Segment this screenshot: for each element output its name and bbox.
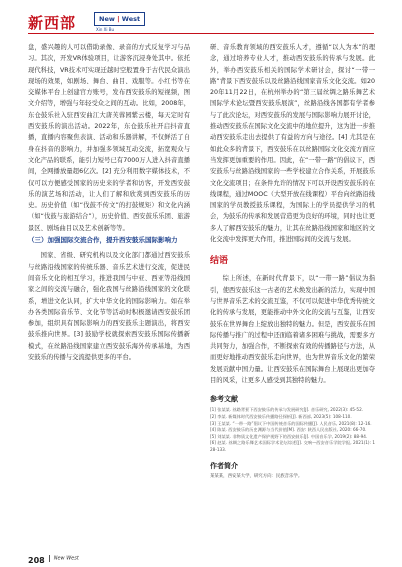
references-title: 参考文献 [210, 395, 238, 404]
left-column [28, 42, 190, 363]
journal-header [28, 10, 374, 32]
page-footer [28, 548, 79, 565]
logo-en-word-b: West [121, 15, 141, 23]
body-paragraph: 盘，盛兴趣的人可以借助录像、录音的方式反复学习与品习。其次，开发VR体验项目，让游客沉浸身处其中。依托现代科技，VR技术可实现迁越时空般置身于古代民众演出现场的效果，如剧场、舞台、曲目、戏服等。小红书等在交媒体平台上创建官方账号，发布西安鼓乐的短视频，图文介绍等，增强与年轻受众之间的互动。比如，2008年，东仓鼓乐社入驻西安曲江大唐芙蓉园紫云楼，每天定时有西安鼓乐的演出活动。2022年，东仓鼓乐社开启抖音直播，直播内容聚焦表演、活动和乐器讲解，不仅鲜活了自身在抖音的影响力，并加强多领域互动交流，拓宽观众与文化产品的联系，能引力短号已有7000万人进入抖音直播间，全网播放量超6亿次。[2] 充分利用数字媒体技术，不仅可以方便感受国家的历史来的学者和访客，开发西安鼓乐的演艺场和活动，让人们了解和欣赏到西安鼓乐的历史。历史价值（如“伐鼓不传文”的打鼓规矩）和文化内涵（如“伐鼓与旅游结合”），历史价值、西安鼓乐乐团、旅游景区、剧场曲目以及艺术创新等等。 [28, 44, 190, 232]
journal-logo-en [94, 12, 145, 26]
reference-item: [3] 王某某. “一带一路”倡议下中国传统音乐的国际传播[J]. 人民音乐, 2021(8): 12-16. [210, 420, 372, 426]
reference-item: [4] 陈某. 西安鼓乐的历史渊源与当代价值[M]. 西安: 陕西人民出版社, 2020: 66-70. [210, 427, 367, 433]
right-column [210, 42, 375, 481]
magazine-name: New West [53, 555, 79, 562]
reference-item: [2] 李某. 新媒体时代西安鼓乐传播路径探析[J]. 新西部, 2023(5): 108-110. [210, 413, 352, 419]
body-paragraph: 综上所述，在新时代背景下，以“一带一路”倡议为指引，使西安鼓乐这一古老的艺术焕发出新的活力，实现中国与世界音乐艺术的交流互鉴，不仅可以促进中华优秀传统文化的传承与发展，更能推动中外文化的交流与互鉴，让西安鼓乐在世界舞台上绽放出独特的魅力。但是，西安鼓乐在国际传播与推广的过程中还面临着诸多困难与挑战，需要多方共同努力，加强合作，不断探索有效的传播路径与方法，从而更好地推动西安鼓乐走向世界，也为世界音乐文化的繁荣发展贡献中国力量。让西安鼓乐在国际舞台上展现出更加夺目的风采，让更多人感受到其独特的魅力。 [210, 275, 375, 385]
logo-en-divider: | [117, 15, 120, 23]
section-title-conclusion: 结语 [210, 256, 229, 267]
reference-item: [6] 赵某. 丝绸之路乐舞艺术国际学术论坛综述[J]. 交响—西安音乐学院学报, 2021(1): 128-133. [210, 440, 375, 452]
author-info-text: 某某某，西安某大学，研究方向：民族音乐学。 [210, 474, 303, 480]
journal-logo-cn: 新西部 [28, 14, 77, 32]
body-paragraph: 研、音乐教育领域的西安鼓乐人才，遵循“以人为本”的理念，通过培养专业人才，推动西安鼓乐的传承与发展。此外，举办西安鼓乐相关的国际学术研讨会，探讨“一带一路”背景下西安鼓乐以及丝路沿线国家音乐文化交流。如2020年11月22日，在杭州举办的“第三届丝绸之路乐舞艺术国际学术论坛暨西安鼓乐展演”，丝路沿线各国都有学者参与了此次论坛，对西安鼓乐的发展与国际影响力展开讨论，推动西安鼓乐在国际文化交流中的地位提升，这为进一步推动西安鼓乐走出去提供了有益的方向与途径。[4] 尤其是在如此众多的背景下，西安鼓乐在以丝路国际文化交流方面应当发挥更加重要的作用。因此，在“一带一路”的倡议下，西安鼓乐与丝路沿线国家的一些学校建立合作关系，开展鼓乐文化交流项目；在条件允许的情况下可以开设西安鼓乐的在线课程，通过MOOC（大型开放在线课程）平台向丝路沿线国家的学员教授鼓乐课程，为国际上的学员提供学习的机会，为鼓乐的传承和发展营造更为良好的环境，同时也让更多人了解西安鼓乐的魅力，让其在丝路沿线国家和地区的文化交流中发挥更大作用，推进国际间的交流与发展。 [210, 44, 375, 244]
sub-heading: （三）加强国际交流合作，提升西安鼓乐国际影响力 [28, 236, 178, 245]
journal-logo-sub: Xin Xi Bu [96, 27, 115, 32]
body-paragraph: 国家、省级、研究机构以及文化部门都通过西安鼓乐与丝路沿线国家的传统乐器、音乐艺术进行交流，促进民间音乐文化的相互学习，推进我国与中亚、西亚等沿线国家之间的交流与融合，强化我国与丝路沿线国家的文化联系，增进文化认同，扩大中华文化的国际影响力。如在举办各类国际音乐节、文化节等活动时积极邀请西安鼓乐团参加，组织具有国际影响力的西安鼓乐主题演出，将西安鼓乐推向世界。[3] 鼓励学校就探索西安鼓乐国际传播新模式，在丝路沿线国家建立西安鼓乐海外传承基地，为西安鼓乐的传播与交流提供更多的平台。 [28, 252, 190, 362]
author-info-title: 作者简介 [210, 462, 238, 471]
reference-item: [1] 张某某. 丝路背景下西安鼓乐的传承与发展研究[J]. 音乐研究, 2022(3): 45-52. [210, 407, 364, 413]
header-rule [28, 33, 374, 34]
reference-item: [5] 刘某某. 非物质文化遗产保护视野下的西安鼓乐[J]. 中国音乐学, 2019(2): 88-94. [210, 433, 368, 439]
footer-divider [49, 555, 50, 562]
page-number: 208 [28, 556, 45, 565]
logo-en-word-a: New [99, 15, 115, 23]
references-list [210, 407, 375, 453]
